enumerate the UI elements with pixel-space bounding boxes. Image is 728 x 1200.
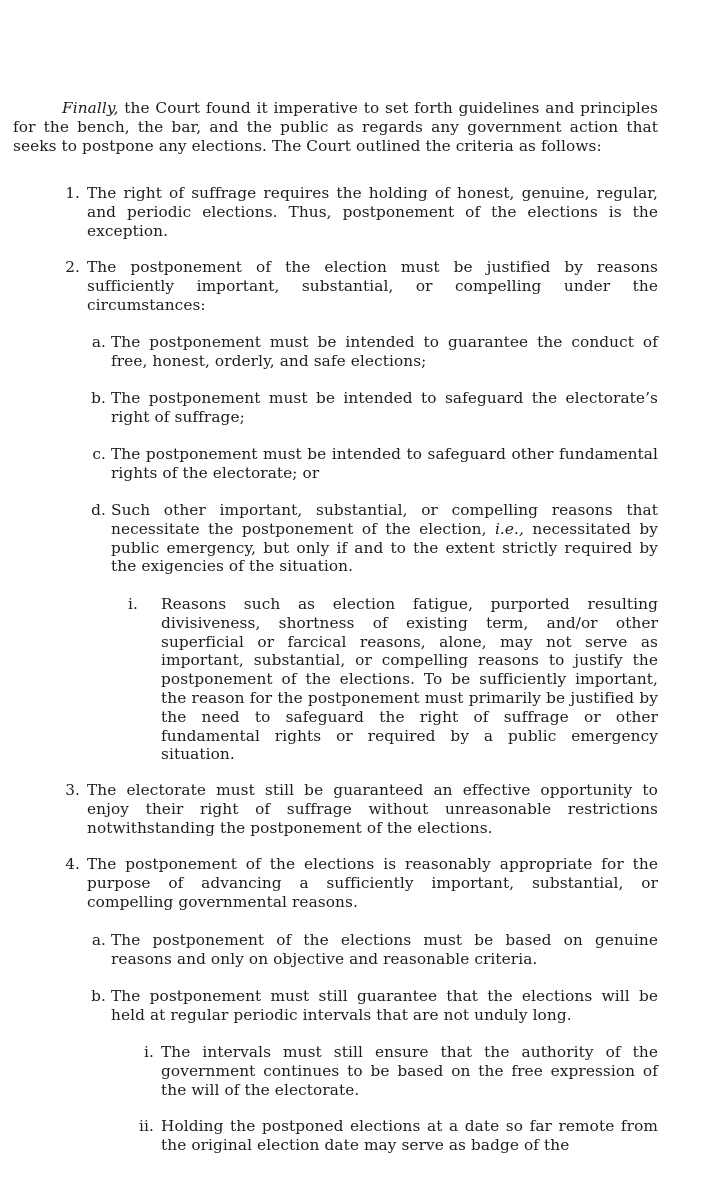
list-marker: b.: [91, 389, 106, 407]
intro-text: the Court found it imperative to set forth guidelines and principles for the bench, the bar, and the public as regards any government action that seeks to postpone any elections. The Court outlined the criteria as follows:: [13, 99, 658, 155]
list-marker: 2.: [65, 258, 80, 276]
list-item-text: The postponement must still guarantee that the elections will be held at regular periodic intervals that are not unduly long.: [111, 987, 658, 1024]
list-marker: d.: [91, 501, 106, 519]
list-item-text: Holding the postponed elections at a date so far remote from the original election date may serve as badge of the: [161, 1117, 658, 1154]
list-marker: 1.: [65, 184, 80, 202]
list-marker: 3.: [65, 781, 80, 799]
list-item-text: The right of suffrage requires the holding of honest, genuine, regular, and periodic elections. Thus, postponement of the elections is the exception.: [87, 184, 658, 240]
list-item-text: The postponement must be intended to safeguard other fundamental rights of the electorate; or: [111, 445, 658, 482]
list-item-text: The postponement must be intended to safeguard the electorate’s right of suffrage;: [111, 389, 658, 426]
list-item-text: The electorate must still be guaranteed an effective opportunity to enjoy their right of suffrage without unreasonable restrictions notwithstanding the postponement of the elections.: [87, 781, 658, 837]
italic-abbreviation: i.e.,: [494, 519, 524, 538]
intro-lead-italic: Finally,: [62, 99, 119, 117]
list-item-text-part: Such other important, substantial, or compelling reasons that necessitate the postponement of the election,: [111, 501, 658, 538]
list-item-text: [111, 501, 658, 576]
list-item-text: The postponement must be intended to guarantee the conduct of free, honest, orderly, and safe elections;: [111, 333, 658, 370]
list-marker: a.: [91, 333, 106, 351]
list-item-text-part: necessitated by public emergency, but only if and to the extent strictly required by the exigencies of the situation.: [111, 519, 658, 576]
list-marker: c.: [92, 445, 106, 463]
list-marker: i.: [144, 1043, 154, 1061]
list-marker: a.: [91, 931, 106, 949]
list-item-text: The postponement of the election must be justified by reasons sufficiently important, substantial, or compelling under the circumstances:: [87, 258, 658, 314]
list-item-text: The postponement of the elections must be based on genuine reasons and only on objective and reasonable criteria.: [111, 931, 658, 968]
intro-paragraph: [13, 99, 658, 155]
list-item-text: Reasons such as election fatigue, purported resulting divisiveness, shortness of existing term, and/or other superficial or farcical reasons, alone, may not serve as important, substantial, or compelling reasons to justify the postponement of the elections. To be sufficiently important, the reason for the postponement must primarily be justified by the need to safeguard the right of suffrage or other fundamental rights or required by a public emergency situation.: [161, 595, 658, 764]
list-marker: ii.: [139, 1117, 154, 1135]
list-marker: 4.: [65, 855, 80, 873]
list-marker: i.: [128, 595, 138, 613]
list-item-text: The postponement of the elections is reasonably appropriate for the purpose of advancing a sufficiently important, substantial, or compelling governmental reasons.: [87, 855, 658, 911]
list-marker: b.: [91, 987, 106, 1005]
list-item-text: The intervals must still ensure that the authority of the government continues to be based on the free expression of the will of the electorate.: [161, 1043, 658, 1099]
